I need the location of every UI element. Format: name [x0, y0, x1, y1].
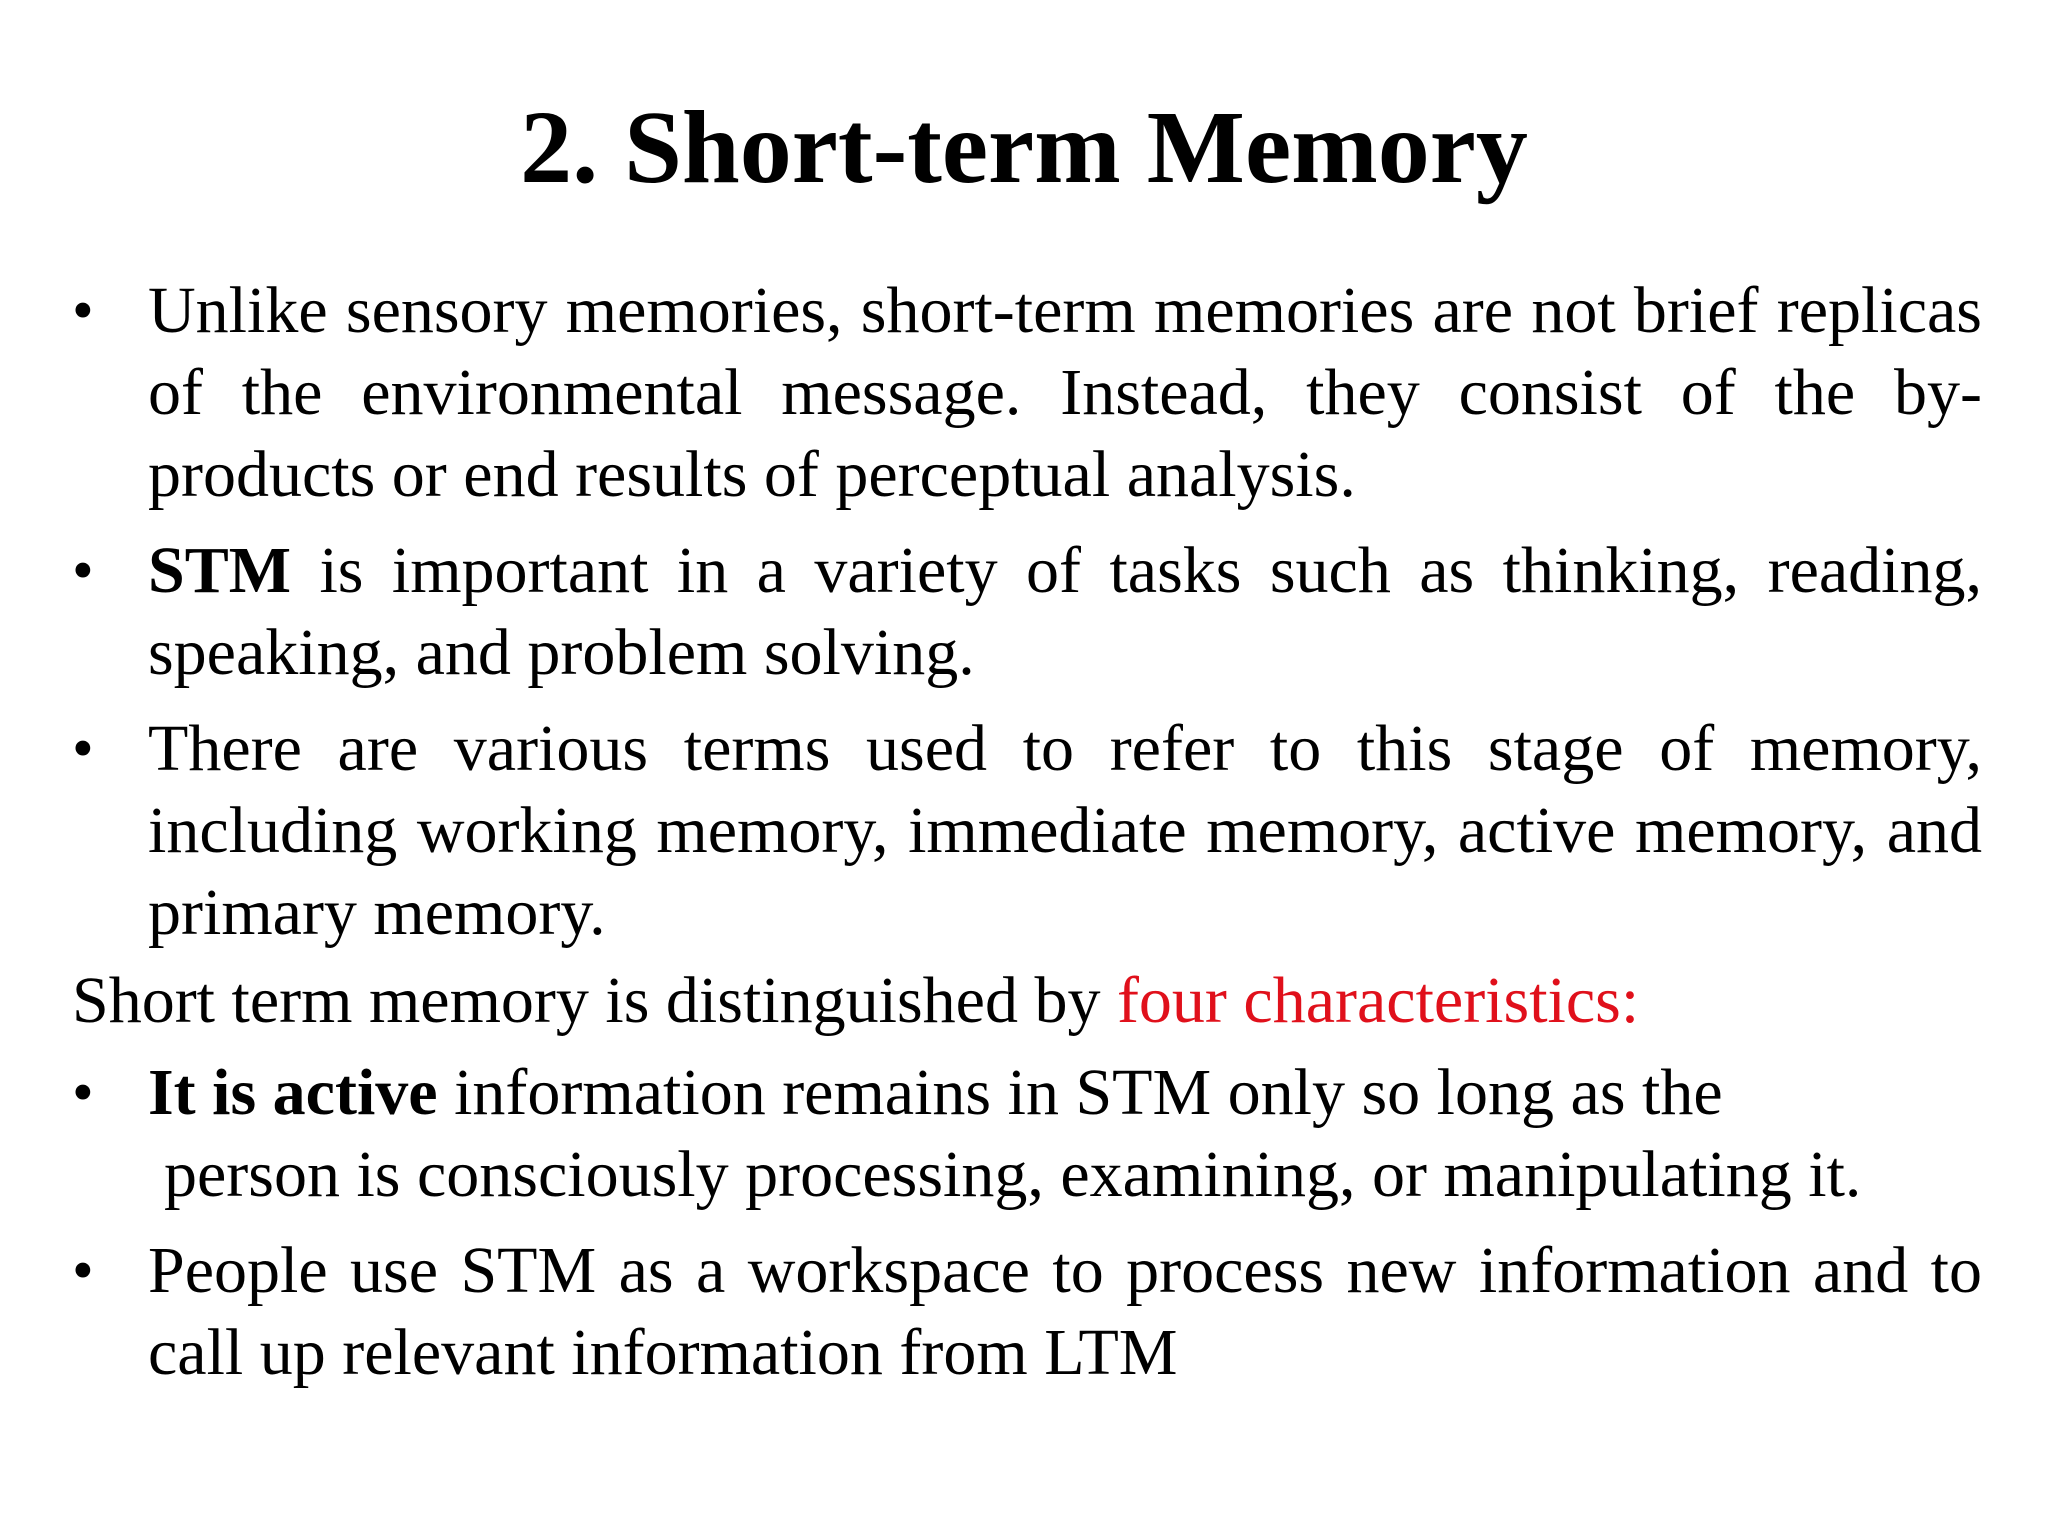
- bullet-text: information remains in STM only so long as the: [437, 1056, 1723, 1129]
- bullet-text-continuation: person is consciously processing, examining, or manipulating it.: [164, 1138, 1862, 1211]
- bullet-list-top: [72, 270, 1982, 954]
- bullet-text: is important in a variety of tasks such as thinking, reading, speaking, and problem solving.: [148, 534, 1982, 689]
- bullet-bold-term: STM: [148, 534, 292, 607]
- slide-content: [72, 270, 1982, 1394]
- bullet-list-bottom: [72, 1052, 1982, 1394]
- intro-highlight: four characteristics:: [1116, 964, 1640, 1037]
- intro-text: Short term memory is distinguished by: [72, 964, 1117, 1037]
- bullet-text: There are various terms used to refer to this stage of memory, including working memory, immediate memory, active memory, and primary memory.: [148, 712, 1982, 949]
- bullet-icon: •: [72, 1237, 94, 1305]
- bullet-item: [72, 270, 1982, 516]
- bullet-text: People use STM as a workspace to process new information and to call up relevant information from LTM: [148, 1234, 1982, 1389]
- bullet-item: [72, 1052, 1982, 1216]
- bullet-icon: •: [72, 715, 94, 783]
- bullet-bold-term: It is active: [148, 1056, 438, 1129]
- bullet-item: [72, 708, 1982, 954]
- bullet-item: [72, 1230, 1982, 1394]
- bullet-icon: •: [72, 537, 94, 605]
- bullet-item: [72, 530, 1982, 694]
- bullet-icon: •: [72, 277, 94, 345]
- slide-title: 2. Short-term Memory: [520, 90, 1528, 205]
- characteristics-intro: [72, 960, 1982, 1042]
- bullet-icon: •: [72, 1059, 94, 1127]
- bullet-text: Unlike sensory memories, short-term memories are not brief replicas of the environmental message. Instead, they consist of the by-products or end results of perceptual analysis.: [148, 274, 1982, 511]
